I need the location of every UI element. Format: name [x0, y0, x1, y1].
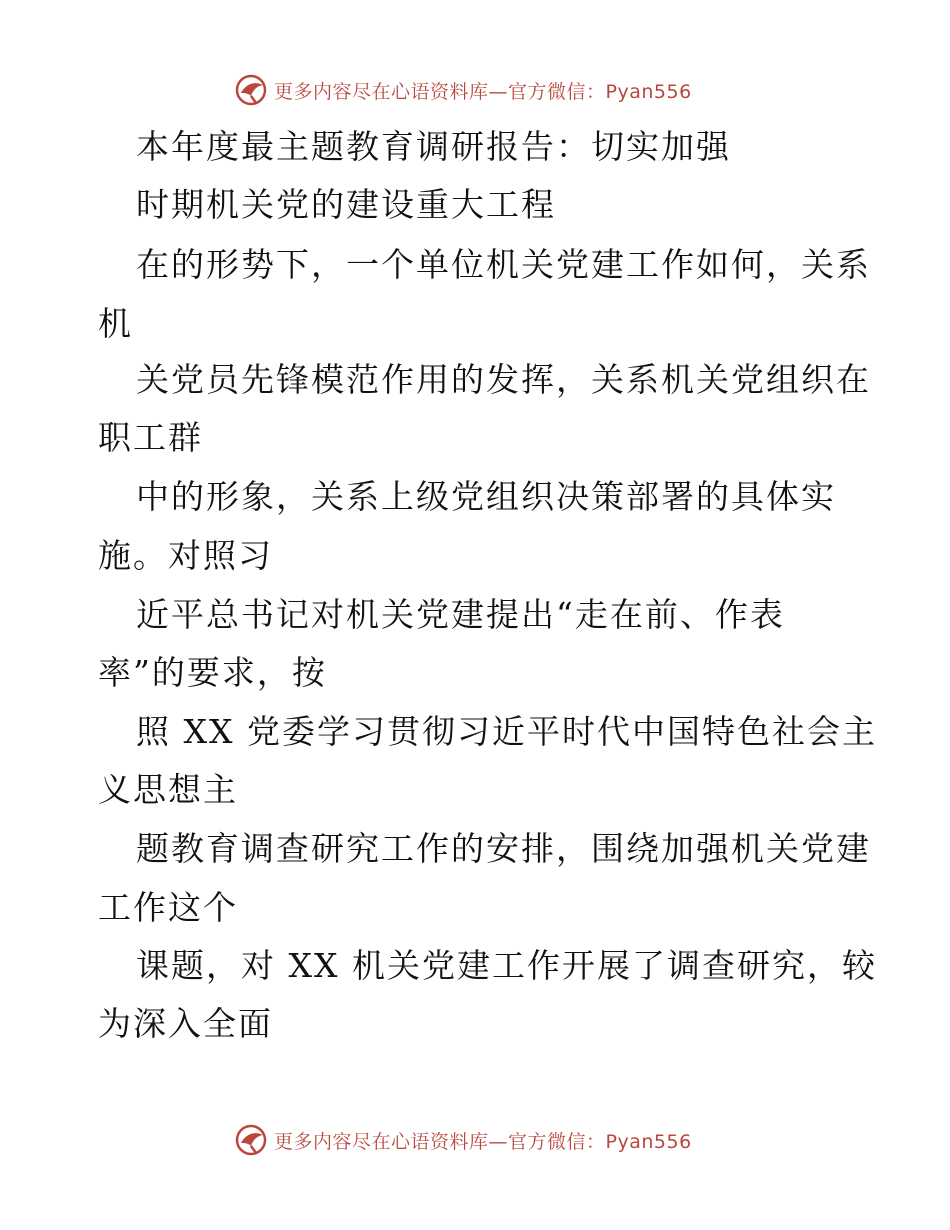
paragraph-line: 工作这个 [98, 888, 238, 927]
paragraph-line: 率”的要求，按 [98, 653, 327, 692]
paragraph-line: 近平总书记对机关党建提出“走在前、作表 [136, 595, 785, 634]
paragraph-line: 机 [98, 304, 133, 343]
title-line-1: 本年度最主题教育调研报告：切实加强 [136, 127, 731, 166]
paragraph-line: 题教育调查研究工作的安排，围绕加强机关党建 [136, 829, 871, 868]
paragraph-line: 施。对照习 [98, 536, 273, 575]
footer-watermark [234, 1122, 692, 1158]
title-line-2: 时期机关党的建设重大工程 [136, 185, 556, 224]
paragraph-line: 为深入全面 [98, 1004, 273, 1043]
paragraph-line: 照 XX 党委学习贯彻习近平时代中国特色社会主 [136, 712, 877, 751]
paragraph-line: 中的形象，关系上级党组织决策部署的具体实 [136, 477, 836, 516]
paragraph-line: 职工群 [98, 418, 203, 457]
paragraph-line: 课题，对 XX 机关党建工作开展了调查研究，较 [136, 946, 877, 985]
paragraph-line: 义思想主 [98, 770, 238, 809]
paragraph-line: 在的形势下，一个单位机关党建工作如何，关系 [136, 245, 871, 284]
watermark-text: 更多内容尽在心语资料库—官方微信：Pyan556 [274, 1130, 692, 1153]
watermark-text: 更多内容尽在心语资料库—官方微信：Pyan556 [274, 80, 692, 103]
paragraph-line: 关党员先锋模范作用的发挥，关系机关党组织在 [136, 360, 871, 399]
dove-logo-icon [234, 1123, 268, 1157]
